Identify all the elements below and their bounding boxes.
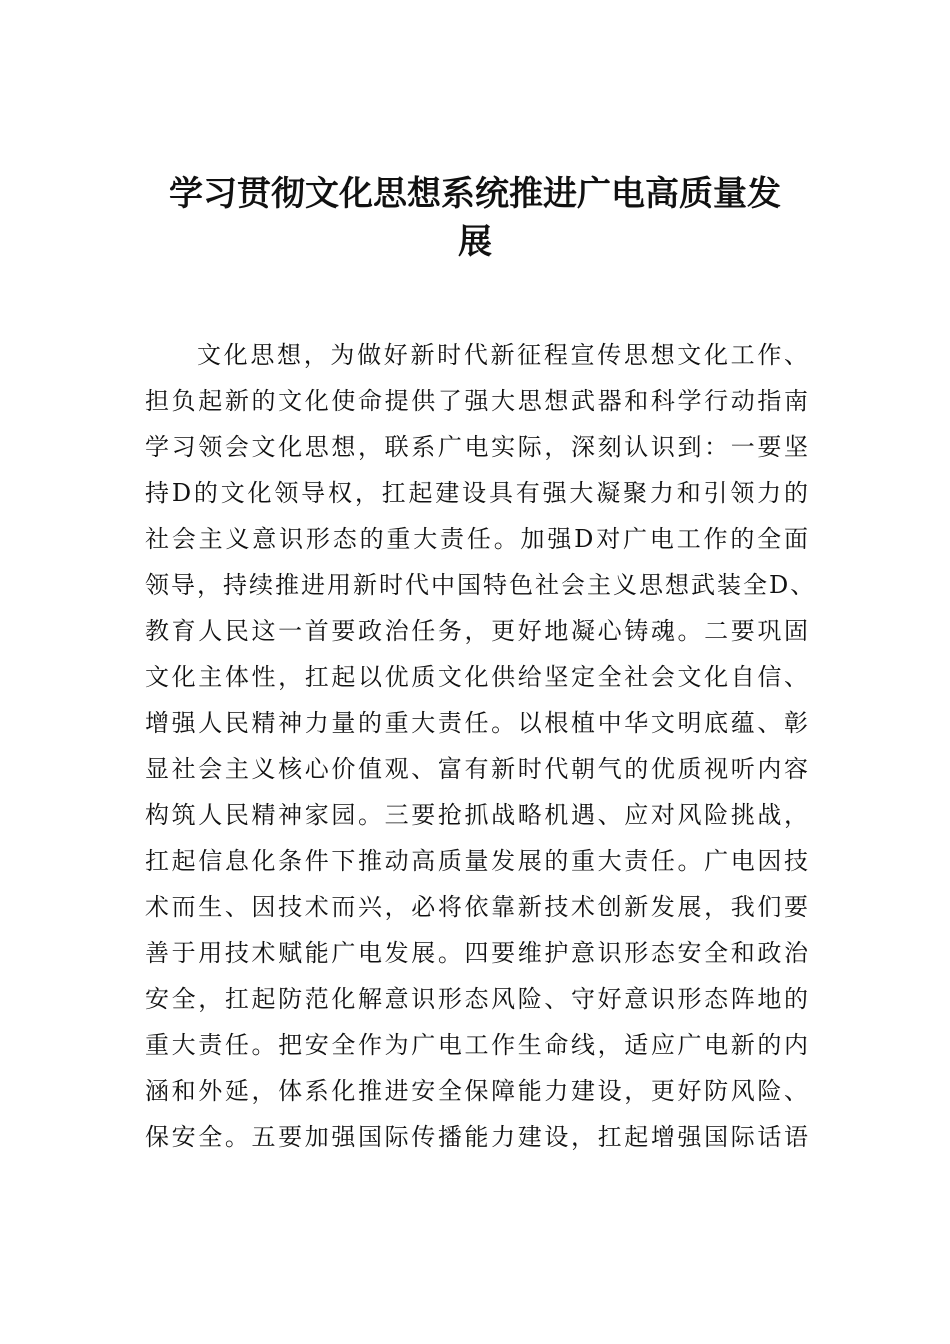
body-line: 担负起新的文化使命提供了强大思想武器和科学行动指南: [145, 387, 810, 415]
body-line: 文化思想，为做好新时代新征程宣传思想文化工作、: [197, 341, 810, 369]
body-paragraph: [145, 332, 817, 1160]
title-line-2: 展: [458, 222, 492, 262]
body-line: 保安全。五要加强国际传播能力建设，扛起增强国际话语: [145, 1123, 810, 1151]
body-line: 领导，持续推进用新时代中国特色社会主义思想武装全D、: [145, 571, 817, 599]
body-line: 善于用技术赋能广电发展。四要维护意识形态安全和政治: [145, 939, 810, 967]
body-line: 涵和外延，体系化推进安全保障能力建设，更好防风险、: [145, 1077, 810, 1105]
body-line: 显社会主义核心价值观、富有新时代朝气的优质视听内容: [145, 755, 810, 783]
body-line: 扛起信息化条件下推动高质量发展的重大责任。广电因技: [145, 847, 810, 875]
body-line: 安全，扛起防范化解意识形态风险、守好意识形态阵地的: [145, 985, 810, 1013]
body-line: 文化主体性，扛起以优质文化供给坚定全社会文化自信、: [145, 663, 810, 691]
body-line: 增强人民精神力量的重大责任。以根植中华文明底蕴、彰: [145, 709, 810, 737]
body-line: 构筑人民精神家园。三要抢抓战略机遇、应对风险挑战，: [145, 801, 810, 829]
body-line: 重大责任。把安全作为广电工作生命线，适应广电新的内: [145, 1031, 810, 1059]
body-line: 持D的文化领导权，扛起建设具有强大凝聚力和引领力的: [145, 479, 810, 507]
title-line-1: 学习贯彻文化思想系统推进广电高质量发: [169, 174, 781, 214]
body-line: 教育人民这一首要政治任务，更好地凝心铸魂。二要巩固: [145, 617, 810, 645]
document-title: [150, 170, 800, 266]
body-line: 术而生、因技术而兴，必将依靠新技术创新发展，我们要: [145, 893, 810, 921]
body-line: 社会主义意识形态的重大责任。加强D对广电工作的全面: [145, 525, 810, 553]
body-line: 学习领会文化思想，联系广电实际，深刻认识到：一要坚: [145, 433, 810, 461]
